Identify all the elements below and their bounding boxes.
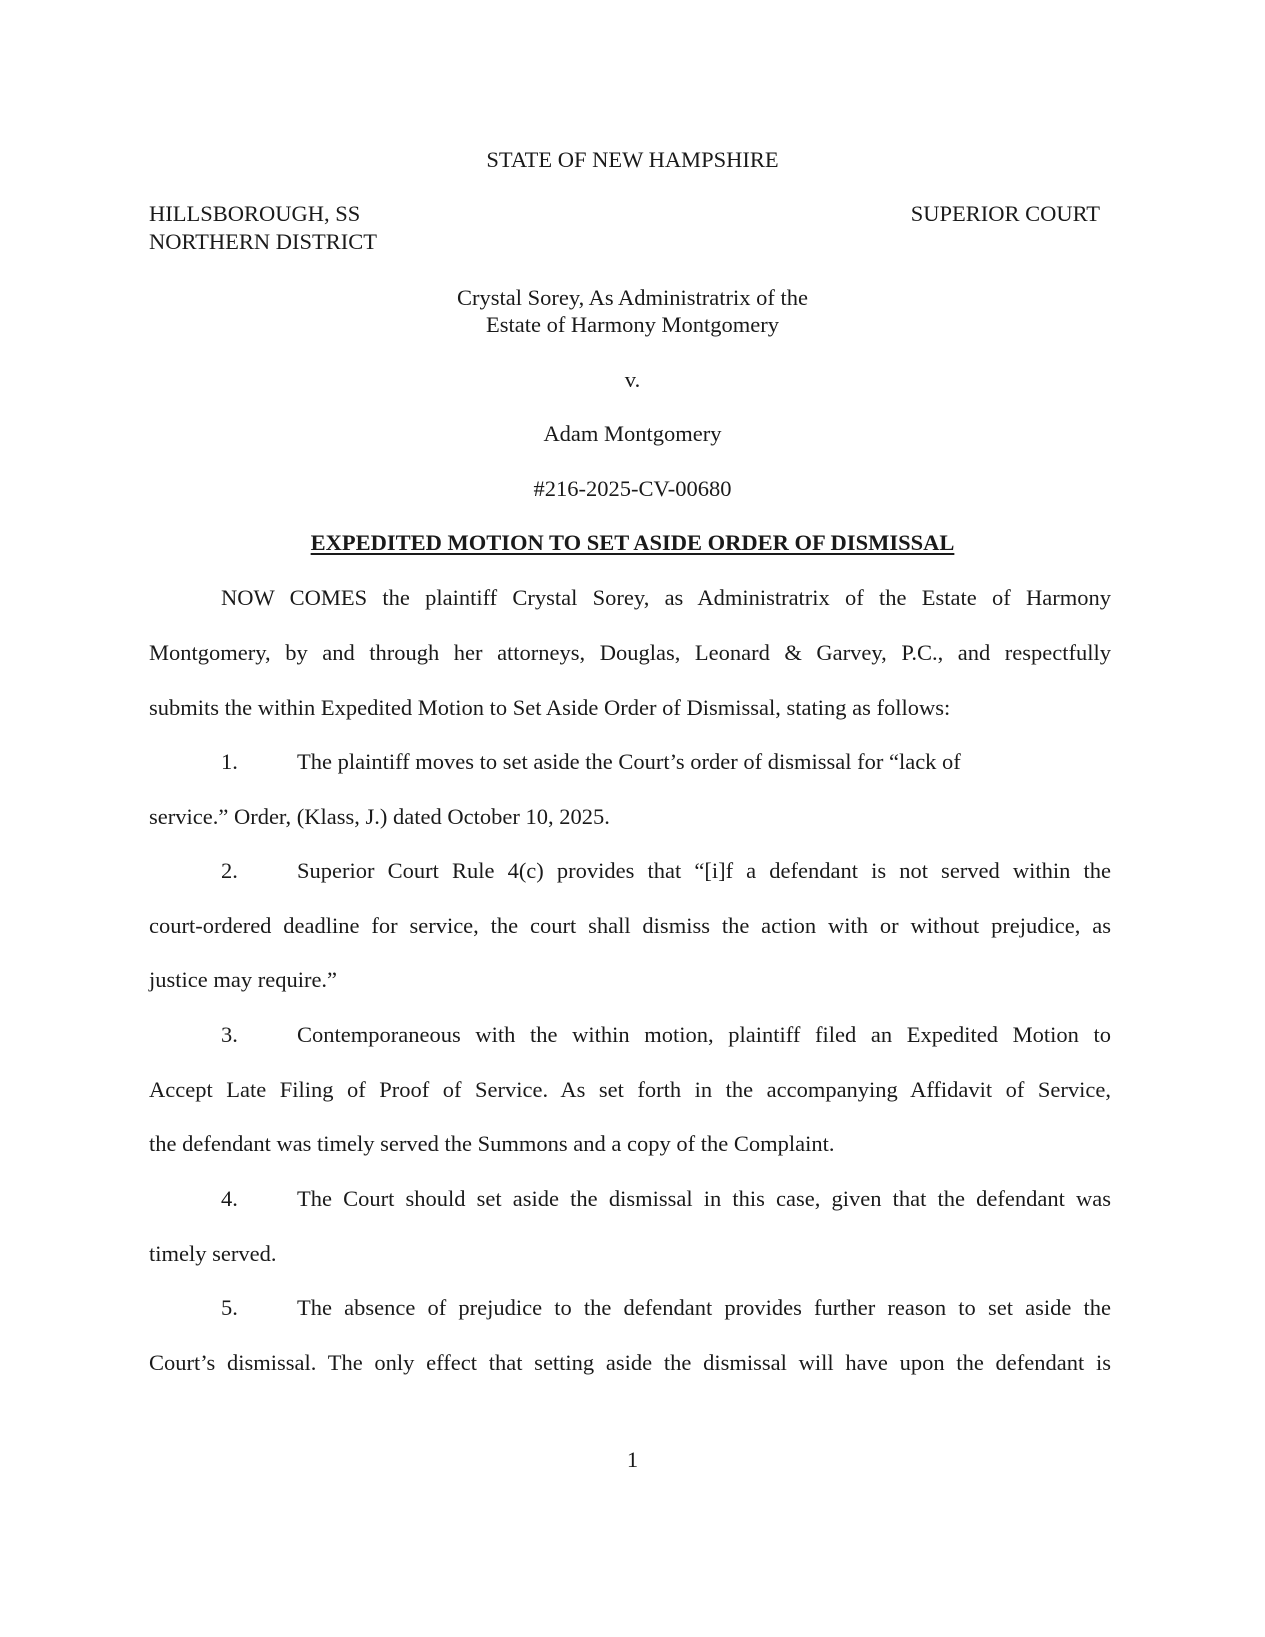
paragraph-number: 5. (221, 1295, 238, 1320)
versus: v. (624, 367, 641, 392)
court-label: SUPERIOR COURT (910, 201, 1100, 226)
paragraph-5-line-2: Court’s dismissal. The only effect that setting aside the dismissal will have upon the defendant is (149, 1350, 1111, 1375)
paragraph-number: 1. (221, 749, 238, 774)
defendant-name: Adam Montgomery (543, 421, 722, 446)
paragraph-5-line-1: The absence of prejudice to the defendant provides further reason to set aside the (297, 1295, 1111, 1320)
paragraph-4-line-1: The Court should set aside the dismissal in this case, given that the defendant was (297, 1186, 1111, 1211)
paragraph-3-line-1: Contemporaneous with the within motion, plaintiff filed an Expedited Motion to (297, 1022, 1111, 1047)
district-label: NORTHERN DISTRICT (149, 229, 378, 254)
plaintiff-line-1: Crystal Sorey, As Administratrix of the (456, 285, 808, 310)
paragraph-3-line-3: the defendant was timely served the Summons and a copy of the Complaint. (149, 1131, 835, 1156)
plaintiff-line-2: Estate of Harmony Montgomery (485, 312, 780, 337)
county-label: HILLSBOROUGH, SS (149, 201, 361, 226)
paragraph-3-line-2: Accept Late Filing of Proof of Service. As set forth in the accompanying Affidavit of Service, (149, 1077, 1111, 1102)
page-number: 1 (626, 1447, 639, 1472)
paragraph-2-line-1: Superior Court Rule 4(c) provides that “[i]f a defendant is not served within the (297, 858, 1111, 883)
paragraph-number: 4. (221, 1186, 238, 1211)
paragraph-1-line-1: The plaintiff moves to set aside the Court’s order of dismissal for “lack of (297, 749, 961, 774)
intro-line-2: Montgomery, by and through her attorneys, Douglas, Leonard & Garvey, P.C., and respectfully (149, 640, 1111, 665)
docket-number: #216-2025-CV-00680 (533, 476, 732, 501)
paragraph-2-line-3: justice may require.” (149, 967, 338, 992)
paragraph-number: 2. (221, 858, 238, 883)
paragraph-number: 3. (221, 1022, 238, 1047)
paragraph-2-line-2: court-ordered deadline for service, the court shall dismiss the action with or without prejudice, as (149, 913, 1111, 938)
state-heading: STATE OF NEW HAMPSHIRE (486, 147, 779, 172)
motion-title: EXPEDITED MOTION TO SET ASIDE ORDER OF DISMISSAL (310, 530, 955, 555)
paragraph-4-line-2: timely served. (149, 1241, 277, 1266)
paragraph-1-line-2: service.” Order, (Klass, J.) dated October 10, 2025. (149, 804, 610, 829)
intro-line-1: NOW COMES the plaintiff Crystal Sorey, as Administratrix of the Estate of Harmony (221, 585, 1111, 610)
intro-line-3: submits the within Expedited Motion to Set Aside Order of Dismissal, stating as follows: (149, 695, 951, 720)
